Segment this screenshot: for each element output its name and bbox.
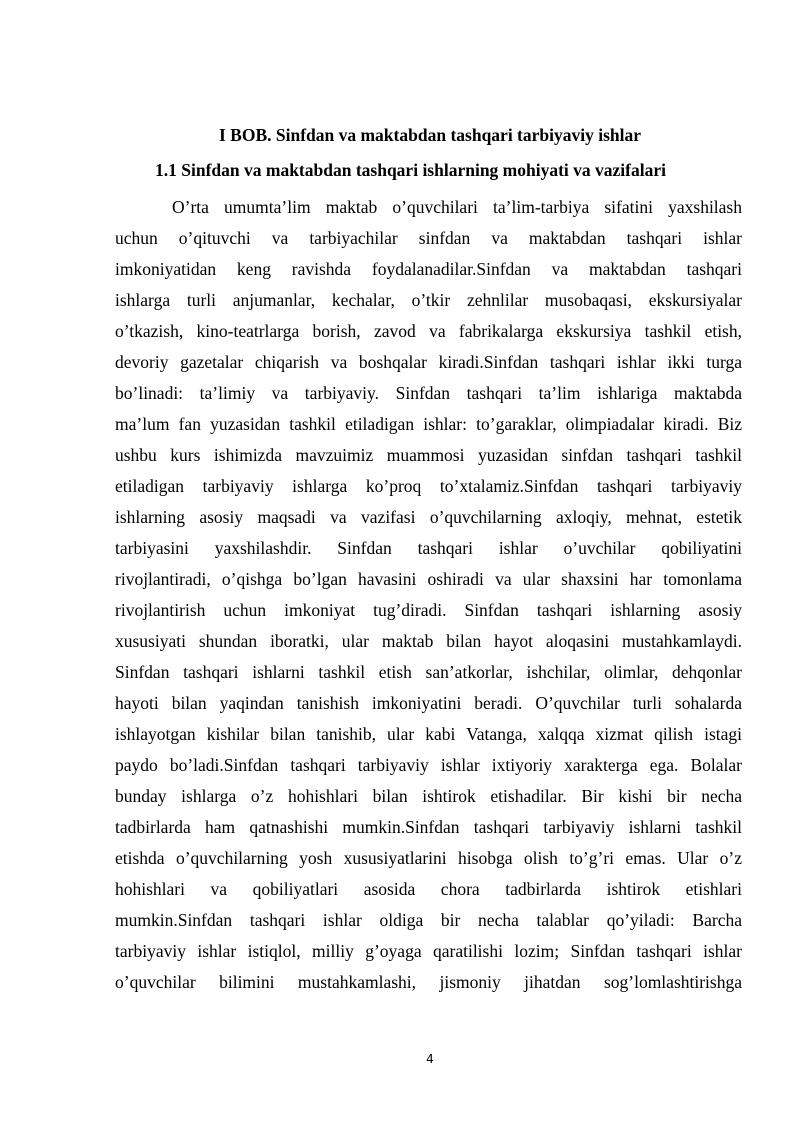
page-number: 4 bbox=[426, 1052, 434, 1066]
paragraph-line: ishlarga turli anjumanlar, kechalar, o’tkir zehnlilar musobaqasi, ekskursiyalar bbox=[115, 290, 742, 310]
paragraph-line: O’rta umumta’lim maktab o’quvchilari ta’lim-tarbiya sifatini yaxshilash bbox=[172, 197, 742, 217]
paragraph-line: xususiyati shundan iboratki, ular maktab bilan hayot aloqasini mustahkamlaydi. bbox=[115, 631, 742, 651]
paragraph-line: etishda o’quvchilarning yosh xususiyatlarini hisobga olish to’g’ri emas. Ular o’z bbox=[115, 848, 742, 868]
paragraph-line: o’quvchilar bilimini mustahkamlashi, jismoniy jihatdan sog’lomlashtirishga bbox=[115, 972, 742, 992]
paragraph-line: ma’lum fan yuzasidan tashkil etiladigan ishlar: to’garaklar, olimpiadalar kiradi. Biz bbox=[115, 414, 742, 434]
paragraph-line: uchun o’qituvchi va tarbiyachilar sinfdan va maktabdan tashqari ishlar bbox=[115, 228, 742, 248]
chapter-title: I BOB. Sinfdan va maktabdan tashqari tarbiyaviy ishlar bbox=[218, 125, 642, 145]
paragraph-line: o’tkazish, kino-teatrlarga borish, zavod va fabrikalarga ekskursiya tashkil etish, bbox=[115, 321, 742, 341]
paragraph-line: ishlarning asosiy maqsadi va vazifasi o’quvchilarning axloqiy, mehnat, estetik bbox=[115, 507, 742, 527]
paragraph-line: rivojlantirish uchun imkoniyat tug’diradi. Sinfdan tashqari ishlarning asosiy bbox=[115, 600, 742, 620]
paragraph-line: hohishlari va qobiliyatlari asosida chora tadbirlarda ishtirok etishlari bbox=[115, 879, 742, 899]
paragraph-line: paydo bo’ladi.Sinfdan tashqari tarbiyaviy ishlar ixtiyoriy xarakterga ega. Bolalar bbox=[115, 755, 742, 775]
paragraph-line: tarbiyaviy ishlar istiqlol, milliy g’oyaga qaratilishi lozim; Sinfdan tashqari ishlar bbox=[115, 941, 742, 961]
paragraph-line: etiladigan tarbiyaviy ishlarga ko’proq to’xtalamiz.Sinfdan tashqari tarbiyaviy bbox=[115, 476, 742, 496]
paragraph-line: tadbirlarda ham qatnashishi mumkin.Sinfdan tashqari tarbiyaviy ishlarni tashkil bbox=[115, 817, 742, 837]
paragraph-line: bunday ishlarga o’z hohishlari bilan ishtirok etishadilar. Bir kishi bir necha bbox=[115, 786, 742, 806]
paragraph-line: mumkin.Sinfdan tashqari ishlar oldiga bir necha talablar qo’yiladi: Barcha bbox=[115, 910, 742, 930]
paragraph-line: devoriy gazetalar chiqarish va boshqalar kiradi.Sinfdan tashqari ishlar ikki turga bbox=[115, 352, 742, 372]
paragraph-line: rivojlantiradi, o’qishga bo’lgan havasini oshiradi va ular shaxsini har tomonlama bbox=[115, 569, 742, 589]
paragraph-line: imkoniyatidan keng ravishda foydalanadilar.Sinfdan va maktabdan tashqari bbox=[115, 259, 742, 279]
body-paragraph bbox=[115, 192, 742, 998]
paragraph-line: Sinfdan tashqari ishlarni tashkil etish san’atkorlar, ishchilar, olimlar, dehqonlar bbox=[115, 662, 742, 682]
paragraph-line: bo’linadi: ta’limiy va tarbiyaviy. Sinfdan tashqari ta’lim ishlariga maktabda bbox=[115, 383, 742, 403]
section-title: 1.1 Sinfdan va maktabdan tashqari ishlarning mohiyati va vazifalari bbox=[155, 160, 666, 180]
paragraph-line: ushbu kurs ishimizda mavzuimiz muammosi yuzasidan sinfdan tashqari tashkil bbox=[115, 445, 742, 465]
paragraph-line: hayoti bilan yaqindan tanishish imkoniyatini beradi. O’quvchilar turli sohalarda bbox=[115, 693, 742, 713]
paragraph-line: ishlayotgan kishilar bilan tanishib, ular kabi Vatanga, xalqqa xizmat qilish istagi bbox=[115, 724, 742, 744]
paragraph-line: tarbiyasini yaxshilashdir. Sinfdan tashqari ishlar o’uvchilar qobiliyatini bbox=[115, 538, 742, 558]
